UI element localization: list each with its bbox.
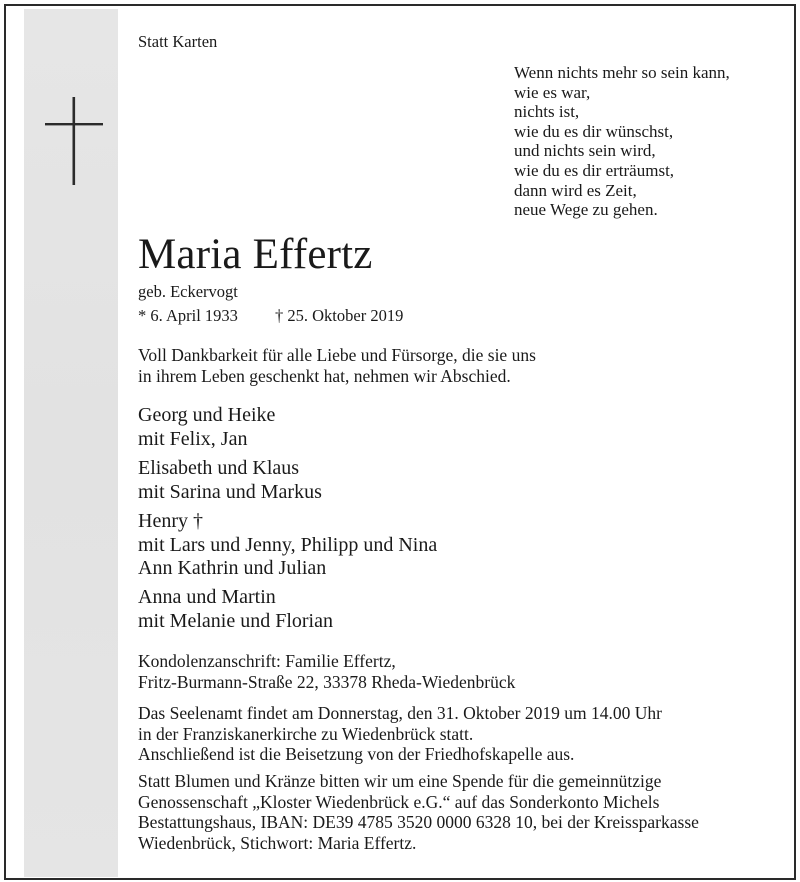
donation-info [138,771,699,853]
intro-line: Voll Dankbarkeit für alle Liebe und Fürsorge, die sie uns [138,345,536,365]
service-line: Das Seelenamt findet am Donnerstag, den 31. Oktober 2019 um 14.00 Uhr [138,703,662,723]
family-line: mit Sarina und Markus [138,480,322,503]
condolence-line: Fritz-Burmann-Straße 22, 33378 Rheda-Wiedenbrück [138,671,516,692]
family-line: Anna und Martin [138,586,276,608]
poem-line: Wenn nichts mehr so sein kann, [514,63,730,82]
intro-line: in ihrem Leben geschenkt hat, nehmen wir Abschied. [138,365,511,386]
poem-line: wie es war, [514,82,591,102]
family-line: Henry † [138,510,203,532]
statt-karten: Statt Karten [138,32,218,51]
poem-line: wie du es dir wünschst, [514,121,674,141]
service-line: in der Franziskanerkirche zu Wiedenbrück statt. [138,723,474,744]
family-group-3 [138,510,437,581]
family-line: mit Felix, Jan [138,427,248,450]
family-line: Elisabeth und Klaus [138,457,300,479]
poem-line: wie du es dir erträumst, [514,160,675,180]
maiden-name: geb. Eckervogt [138,282,238,301]
service-line: Anschließend ist die Beisetzung von der Friedhofskapelle aus. [138,744,575,764]
donation-line: Statt Blumen und Kränze bitten wir um eine Spende für die gemeinnützige [138,771,662,791]
cross-icon [45,97,105,187]
poem-line: und nichts sein wird, [514,141,656,161]
condolence-line: Kondolenzanschrift: Familie Effertz, [138,651,396,671]
intro-text [138,345,536,386]
family-group-1 [138,404,275,451]
donation-line: Genossenschaft „Kloster Wiedenbrück e.G.“ auf das Sonderkonto Michels [138,791,660,812]
family-line: mit Lars und Jenny, Philipp und Nina [138,533,438,556]
family-line: Georg und Heike [138,404,276,426]
death-date: † 25. Oktober 2019 [275,306,404,325]
poem [514,63,730,220]
family-group-2 [138,457,322,504]
poem-line: neue Wege zu gehen. [514,200,658,220]
family-line: Ann Kathrin und Julian [138,557,327,579]
deceased-name: Maria Effertz [138,231,373,278]
donation-line: Wiedenbrück, Stichwort: Maria Effertz. [138,832,417,853]
birth-date: * 6. April 1933 [138,306,238,325]
service-info [138,703,662,765]
family-group-4 [138,586,333,633]
condolence-address [138,651,515,692]
donation-line: Bestattungshaus, IBAN: DE39 4785 3520 0000 6328 10, bei der Kreissparkasse [138,812,699,832]
family-line: mit Melanie und Florian [138,609,333,632]
poem-line: dann wird es Zeit, [514,180,637,200]
poem-line: nichts ist, [514,102,580,122]
